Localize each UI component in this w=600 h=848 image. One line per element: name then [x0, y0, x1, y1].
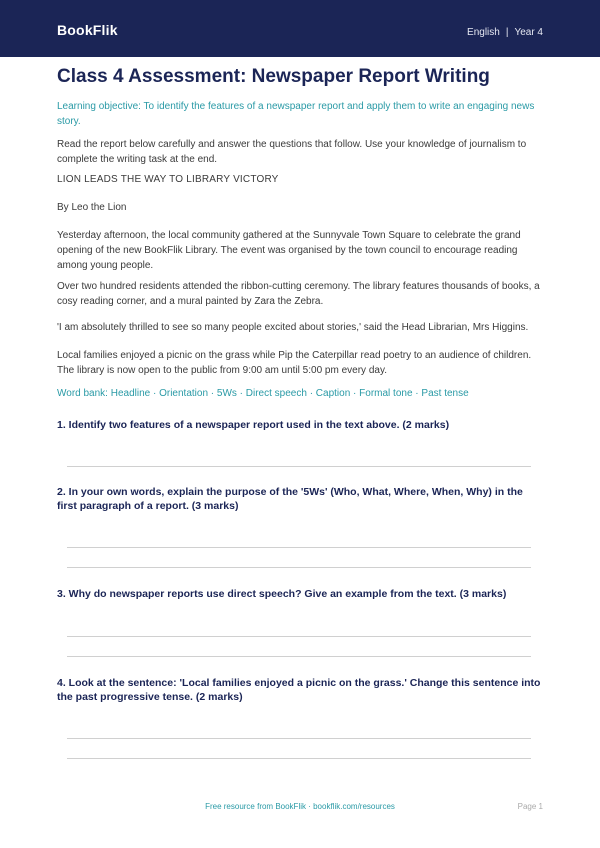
page-title: Class 4 Assessment: Newspaper Report Writing — [57, 66, 490, 87]
breadcrumb-year[interactable]: Year 4 — [514, 27, 543, 38]
report-paragraph: Yesterday afternoon, the local community gathered at the Sunnyvale Town Square to celebrate the grand opening of the new BookFlik Library. The event was organised by the town council to encourage reading among young people. — [57, 230, 521, 271]
breadcrumb-subject[interactable]: English — [467, 27, 500, 38]
report-paragraph: Over two hundred residents attended the ribbon-cutting ceremony. The library features thousands of books, a cosy reading corner, and a mural painted by Zara the Zebra. — [57, 281, 540, 307]
instructions: Read the report below carefully and answer the questions that follow. Use your knowledge of journalism to complete the writing task at the end. — [57, 139, 527, 165]
report-paragraph: 'I am absolutely thrilled to see so many people excited about stories,' said the Head Librarian, Mrs Higgins. — [57, 322, 529, 333]
report-byline: By Leo the Lion — [57, 202, 127, 213]
breadcrumb — [467, 27, 543, 38]
header-bar — [0, 0, 600, 57]
page-footer — [0, 802, 600, 814]
answer-line[interactable] — [67, 656, 531, 657]
word-bank: Word bank: Headline · Orientation · 5Ws · Direct speech · Caption · Formal tone · Past tense — [57, 388, 469, 399]
question-3: 3. Why do newspaper reports use direct speech? Give an example from the text. (3 marks) — [57, 588, 507, 600]
report-headline: LION LEADS THE WAY TO LIBRARY VICTORY — [57, 174, 279, 185]
learning-objective: Learning objective: To identify the features of a newspaper report and apply them to write an engaging news story. — [57, 101, 535, 127]
breadcrumb-separator: | — [505, 27, 509, 38]
answer-line[interactable] — [67, 547, 531, 548]
question-4: 4. Look at the sentence: 'Local families enjoyed a picnic on the grass.' Change this sentence into the past progressive tense. (2 marks) — [57, 677, 541, 703]
answer-line[interactable] — [67, 636, 531, 637]
question-2: 2. In your own words, explain the purpose of the '5Ws' (Who, What, Where, When, Why) in the first paragraph of a report. (3 marks) — [57, 486, 523, 512]
page-number: Page 1 — [517, 802, 543, 811]
answer-line[interactable] — [67, 758, 531, 759]
brand-logo[interactable]: BookFlik — [57, 22, 118, 38]
footer-link[interactable]: Free resource from BookFlik · bookflik.com/resources — [205, 802, 395, 811]
report-paragraph: Local families enjoyed a picnic on the grass while Pip the Caterpillar read poetry to an audience of children. The library is now open to the public from 9:00 am until 5:00 pm every day. — [57, 350, 532, 376]
answer-line[interactable] — [67, 738, 531, 739]
answer-line[interactable] — [67, 567, 531, 568]
answer-line[interactable] — [67, 466, 531, 467]
question-1: 1. Identify two features of a newspaper report used in the text above. (2 marks) — [57, 419, 450, 431]
